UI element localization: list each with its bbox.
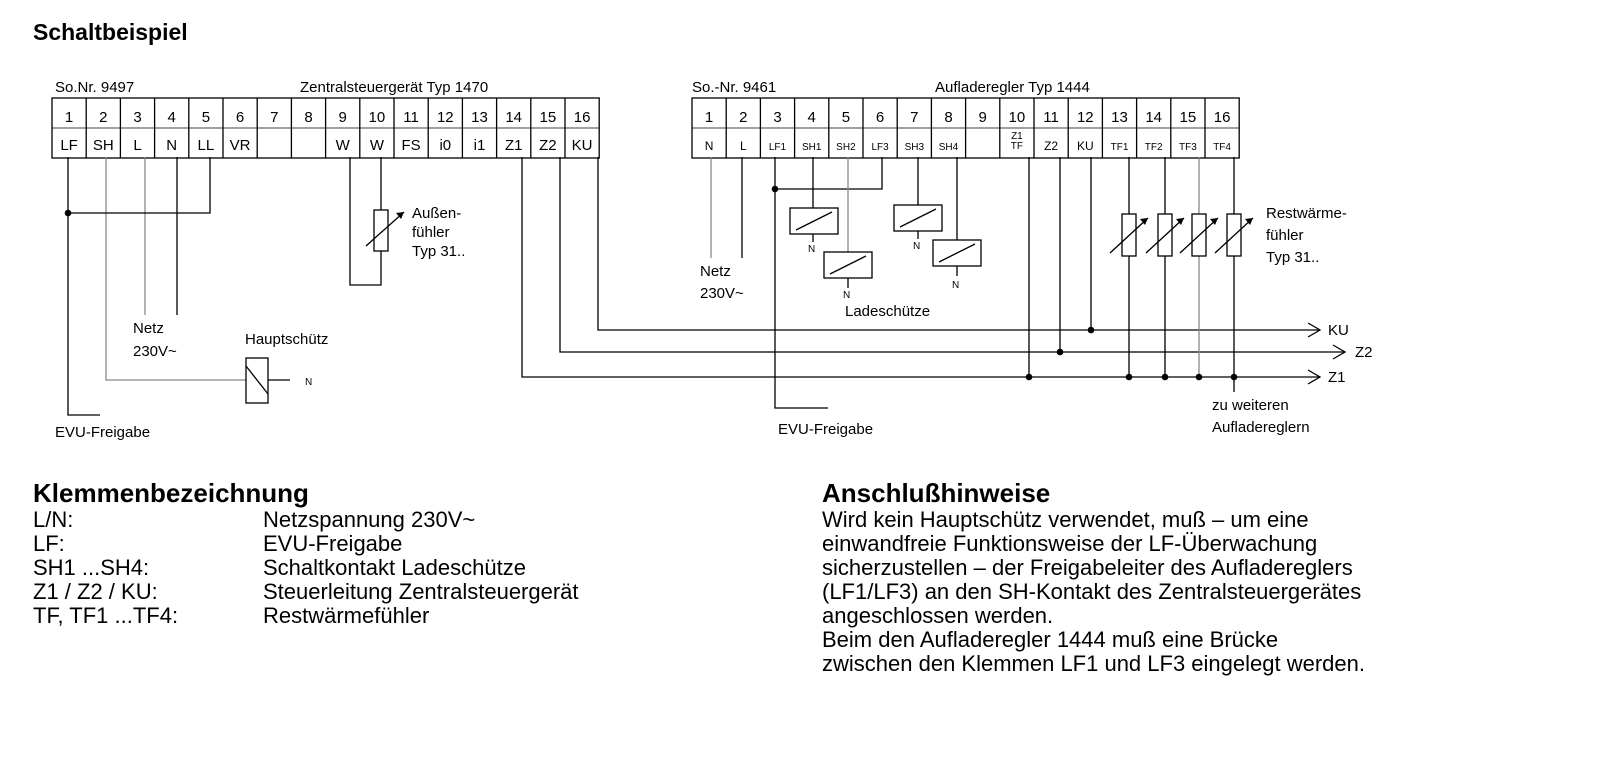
terminal-label: TF4: [1213, 142, 1231, 153]
junction-dot: [1231, 374, 1238, 381]
terminal-label: Z2: [1044, 139, 1059, 153]
terminal-label: SH3: [904, 142, 925, 153]
terminal-number: 13: [471, 109, 488, 126]
junction-dot: [1196, 374, 1203, 381]
hinweise-title: Anschlußhinweise: [822, 478, 1051, 508]
terminal-number: 11: [403, 109, 419, 126]
wire-lf1: [775, 157, 828, 408]
terminal-label: TF3: [1179, 142, 1197, 153]
hinweise-line: Beim den Aufladeregler 1444 muß eine Brücke: [822, 627, 1279, 652]
klemmen-term: L/N:: [33, 507, 74, 532]
terminal-number: 10: [368, 109, 386, 126]
klemmen-section: [33, 478, 753, 628]
rw-sensor-label-3: Typ 31..: [1266, 249, 1320, 266]
klemmen-desc: Steuerleitung Zentralsteuergerät: [263, 579, 579, 604]
terminal-label: LF: [60, 137, 78, 154]
klemmen-term: LF:: [33, 531, 65, 556]
klemmen-term: SH1 ...SH4:: [33, 555, 150, 580]
terminal-number: 1: [64, 109, 74, 126]
terminal-label: LF3: [871, 142, 889, 153]
unit1-name: Zentralsteuergerät Typ 1470: [300, 79, 489, 96]
terminal-number: 8: [944, 109, 953, 126]
weitere-label-2: Aufladereglern: [1212, 419, 1310, 436]
terminal-number: 15: [539, 109, 557, 126]
terminal-number: 6: [235, 109, 245, 126]
terminal-label: L: [739, 139, 747, 153]
terminal-number: 1: [704, 109, 714, 126]
hinweise-line: Wird kein Hauptschütz verwendet, muß – um eine: [822, 507, 1309, 532]
terminal-number: 6: [875, 109, 885, 126]
terminal-number: 8: [304, 109, 313, 126]
terminal-label: KU: [571, 137, 593, 154]
unit1-terminal-block: [52, 98, 599, 158]
hinweise-line: einwandfreie Funktionsweise der LF-Überwachung: [822, 531, 1318, 556]
terminal-number: 9: [338, 109, 347, 126]
n-label-sh4: N: [952, 280, 960, 291]
evu-label: EVU-Freigabe: [55, 424, 151, 441]
terminal-number: 7: [270, 109, 279, 126]
terminal-label: Z2: [539, 137, 557, 154]
evu2-label: EVU-Freigabe: [778, 421, 874, 438]
unit2-so-nr: So.-Nr. 9461: [692, 79, 777, 96]
terminal-number: 11: [1043, 109, 1059, 126]
terminal-label: TF: [1010, 141, 1024, 152]
terminal-number: 2: [99, 109, 108, 126]
klemmen-desc: Restwärmefühler: [263, 603, 430, 628]
terminal-label: W: [369, 137, 384, 154]
terminal-label: N: [166, 137, 178, 154]
klemmen-term: TF, TF1 ...TF4:: [33, 603, 179, 628]
wire-lf: [68, 157, 100, 415]
terminal-label: i1: [473, 137, 486, 154]
terminal-label: VR: [229, 137, 251, 154]
junction-dot: [1162, 374, 1169, 381]
terminal-label: SH1: [801, 142, 822, 153]
klemmen-desc: EVU-Freigabe: [263, 531, 403, 556]
unit2-terminal-block: [692, 98, 1239, 158]
unit1-so-nr: So.Nr. 9497: [55, 79, 135, 96]
terminal-number: 15: [1179, 109, 1197, 126]
terminal-label: SH4: [938, 142, 959, 153]
page-title: Schaltbeispiel: [33, 19, 188, 45]
unit2-name: Aufladeregler Typ 1444: [935, 79, 1090, 96]
klemmen-row: [33, 604, 753, 628]
terminal-label: SH2: [836, 142, 856, 153]
netz-label-2: 230V~: [133, 343, 177, 360]
terminal-number: 10: [1008, 109, 1026, 126]
klemmen-term: Z1 / Z2 / KU:: [33, 579, 158, 604]
terminal-label: LF1: [768, 142, 787, 153]
terminal-label: L: [133, 137, 142, 154]
n-label-sh3: N: [913, 241, 921, 252]
output-z2: Z2: [1355, 344, 1373, 361]
hinweise-line: (LF1/LF3) an den SH-Kontakt des Zentralsteuergerätes: [822, 579, 1362, 604]
terminal-number: 16: [573, 109, 591, 126]
terminal-number: 12: [1076, 109, 1094, 126]
bus-z1: [522, 157, 1320, 377]
terminal-number: 4: [167, 109, 176, 126]
wire-ll: [68, 157, 210, 213]
contactor-n-label: N: [305, 377, 313, 388]
hinweise-line: sicherzustellen – der Freigabeleiter des Aufladereglers: [822, 555, 1353, 580]
netz-label-1: Netz: [133, 320, 164, 337]
klemmen-row: [33, 508, 753, 532]
terminal-label: FS: [401, 137, 421, 154]
terminal-number: 4: [807, 109, 816, 126]
sensor-label-1: Außen-: [412, 205, 462, 222]
terminal-number: 5: [201, 109, 211, 126]
terminal-label: W: [335, 137, 350, 154]
hinweise-section: [822, 478, 1582, 676]
sensor-label-3: Typ 31..: [412, 243, 466, 260]
terminal-label: N: [704, 139, 714, 153]
junction-dot: [1026, 374, 1033, 381]
ladeschuetze-label: Ladeschütze: [845, 303, 931, 320]
junction-dot: [1057, 349, 1064, 356]
hinweise-line: zwischen den Klemmen LF1 und LF3 eingelegt werden.: [822, 651, 1365, 676]
rw-sensor-label-1: Restwärme-: [1266, 205, 1347, 222]
contactor-label: Hauptschütz: [245, 331, 329, 348]
netz2-label-2: 230V~: [700, 285, 744, 302]
klemmen-row: [33, 532, 753, 556]
terminal-label: i0: [439, 137, 452, 154]
outdoor-sensor-resistor: [374, 210, 388, 251]
terminal-number: 7: [910, 109, 919, 126]
terminal-label: TF1: [1110, 142, 1129, 153]
n-label-sh1: N: [808, 244, 816, 255]
junction-dot: [65, 210, 72, 217]
junction-dot: [1126, 374, 1133, 381]
unit2-wiring: [700, 157, 1347, 438]
klemmen-list: [33, 508, 753, 628]
terminal-number: 14: [1145, 109, 1163, 126]
terminal-number: 3: [773, 109, 782, 126]
n-label-sh2: N: [843, 290, 851, 301]
wire-lf3: [775, 157, 882, 189]
hinweise-text: [822, 508, 1582, 676]
terminal-number: 5: [841, 109, 851, 126]
junction-dot: [772, 186, 779, 193]
klemmen-row: [33, 580, 753, 604]
klemmen-row: [33, 556, 753, 580]
terminal-label: TF2: [1144, 142, 1163, 153]
terminal-label: SH: [92, 137, 114, 154]
klemmen-title: Klemmenbezeichnung: [33, 478, 309, 508]
weitere-label-1: zu weiteren: [1212, 397, 1289, 414]
terminal-number: 3: [133, 109, 142, 126]
terminal-label: KU: [1076, 139, 1094, 153]
terminal-label: LL: [197, 137, 215, 154]
output-ku: KU: [1328, 322, 1349, 339]
terminal-number: 13: [1111, 109, 1128, 126]
output-z1: Z1: [1328, 369, 1346, 386]
netz2-label-1: Netz: [700, 263, 731, 280]
junction-dot: [1088, 327, 1095, 334]
terminal-number: 12: [436, 109, 454, 126]
klemmen-desc: Schaltkontakt Ladeschütze: [263, 555, 526, 580]
terminal-label: Z1: [1011, 131, 1023, 142]
terminal-number: 14: [505, 109, 523, 126]
klemmen-desc: Netzspannung 230V~: [263, 507, 476, 532]
terminal-label: Z1: [504, 137, 523, 154]
terminal-number: 2: [739, 109, 748, 126]
terminal-number: 16: [1213, 109, 1231, 126]
rw-sensor-label-2: fühler: [1266, 227, 1304, 244]
hinweise-line: angeschlossen werden.: [822, 603, 1054, 628]
terminal-number: 9: [978, 109, 987, 126]
sensor-label-2: fühler: [412, 224, 450, 241]
